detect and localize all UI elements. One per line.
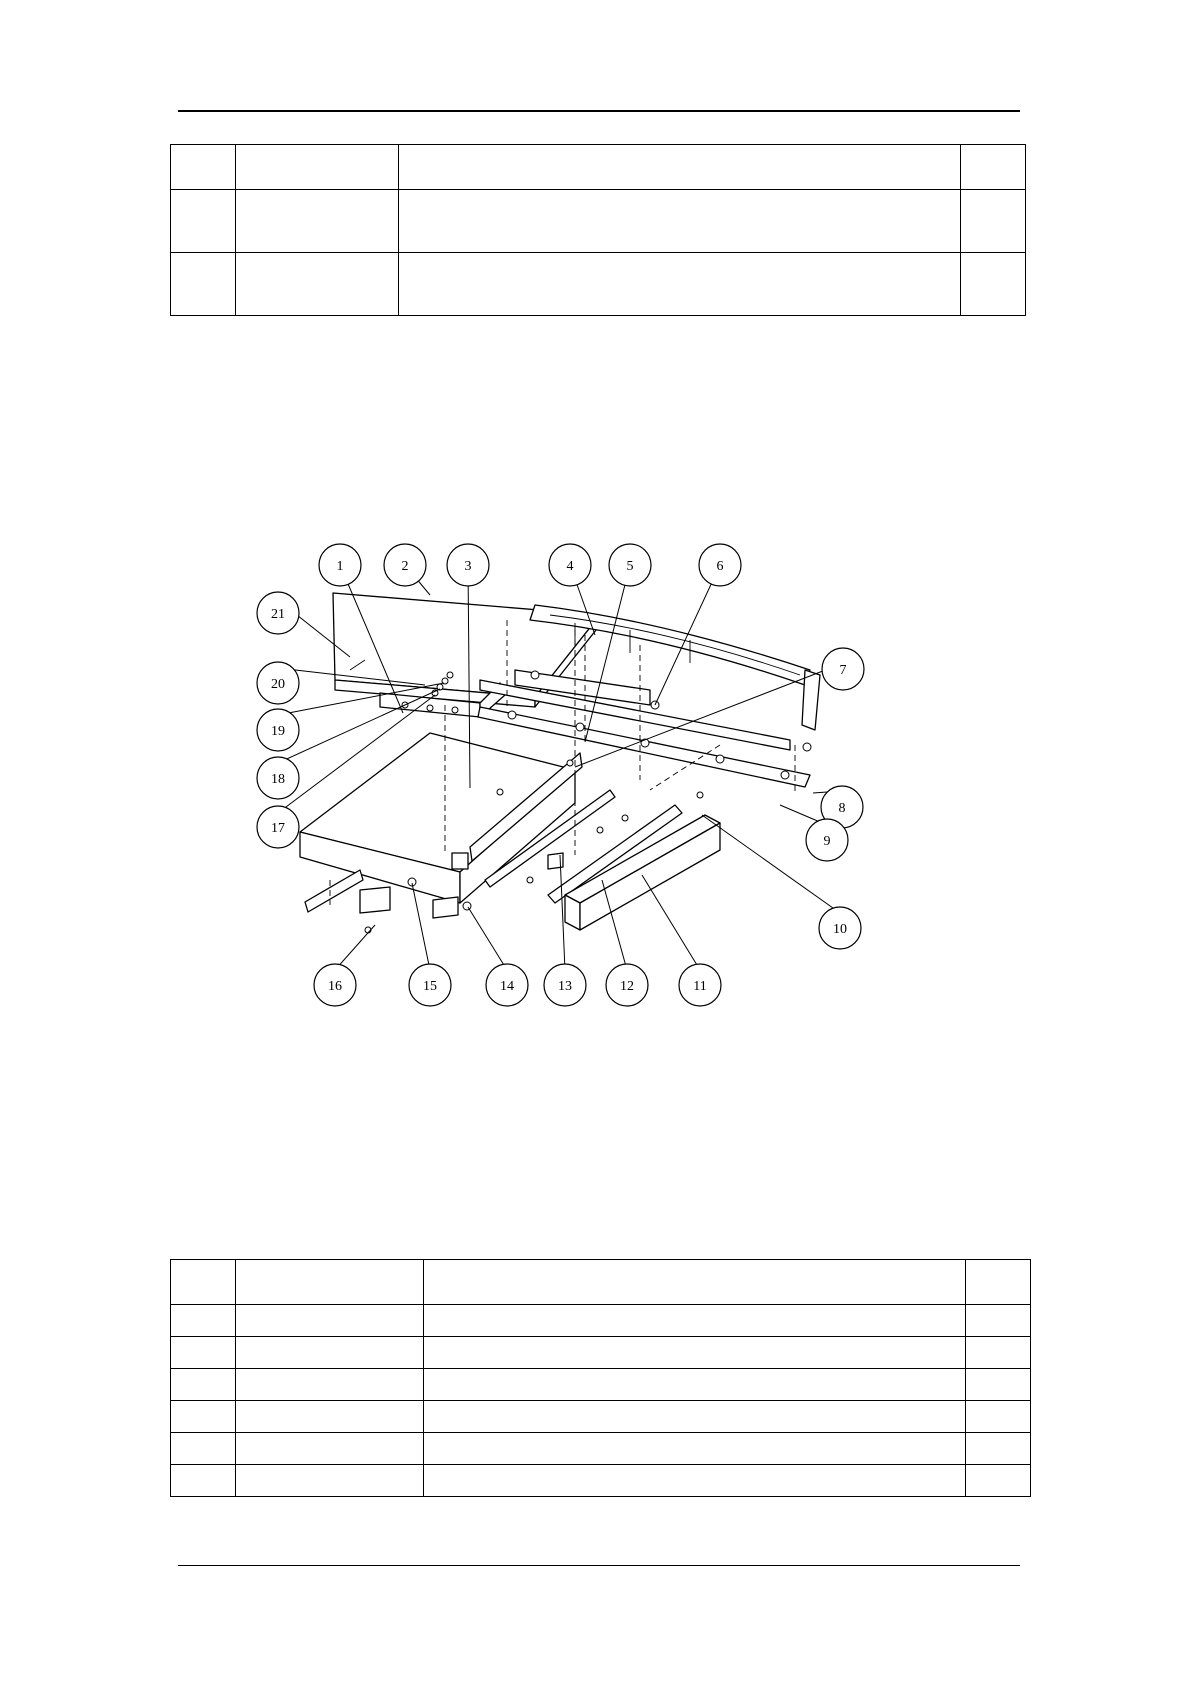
callout-1 xyxy=(319,544,361,586)
table-row xyxy=(171,1337,1031,1369)
callout-17 xyxy=(257,806,299,848)
callout-label: 15 xyxy=(423,979,437,994)
callout-label: 3 xyxy=(464,559,472,574)
table-cell xyxy=(171,190,236,253)
table-cell xyxy=(171,1465,236,1497)
callout-19 xyxy=(257,709,299,751)
table-cell xyxy=(171,1337,236,1369)
callout-14 xyxy=(486,964,528,1006)
table-row xyxy=(171,1305,1031,1337)
callout-label: 2 xyxy=(401,559,409,574)
callout-label: 11 xyxy=(693,979,707,994)
callout-6 xyxy=(699,544,741,586)
main-chassis xyxy=(300,733,582,903)
table-cell xyxy=(171,1305,236,1337)
table-cell xyxy=(424,1401,966,1433)
table-cell xyxy=(424,1337,966,1369)
table-row xyxy=(171,1369,1031,1401)
callout-20 xyxy=(257,662,299,704)
callout-5 xyxy=(609,544,651,586)
table-cell xyxy=(236,1465,424,1497)
callout-10 xyxy=(819,907,861,949)
table-cell xyxy=(236,1337,424,1369)
table-cell xyxy=(424,1433,966,1465)
table-cell xyxy=(399,253,961,316)
table-cell xyxy=(236,190,399,253)
table-cell xyxy=(961,190,1026,253)
table-row xyxy=(171,145,1026,190)
footer-rule xyxy=(178,1565,1020,1566)
table-cell xyxy=(966,1369,1031,1401)
table-cell xyxy=(424,1305,966,1337)
table-cell xyxy=(966,1465,1031,1497)
callout-label: 4 xyxy=(566,559,574,574)
table-cell xyxy=(966,1337,1031,1369)
table-cell xyxy=(171,1369,236,1401)
callout-label: 21 xyxy=(271,607,285,622)
table-cell xyxy=(236,1401,424,1433)
callout-9 xyxy=(806,819,848,861)
callout-label: 5 xyxy=(626,559,634,574)
callout-label: 8 xyxy=(838,801,846,816)
callout-18 xyxy=(257,757,299,799)
table-cell xyxy=(961,253,1026,316)
table-cell xyxy=(171,145,236,190)
table-cell xyxy=(961,145,1026,190)
table-row xyxy=(171,190,1026,253)
upper-slide-bar xyxy=(480,670,790,750)
callout-label: 19 xyxy=(271,724,285,739)
table-cell xyxy=(236,1305,424,1337)
callout-4 xyxy=(549,544,591,586)
table-row xyxy=(171,1401,1031,1433)
callout-label: 10 xyxy=(833,922,847,937)
callout-label: 1 xyxy=(336,559,344,574)
bottom-parts-table xyxy=(170,1259,1031,1497)
table-cell xyxy=(424,1260,966,1305)
callout-15 xyxy=(409,964,451,1006)
callout-label: 20 xyxy=(271,677,285,692)
table-row xyxy=(171,1260,1031,1305)
callout-label: 14 xyxy=(500,979,514,994)
table-cell xyxy=(966,1305,1031,1337)
table-cell xyxy=(171,1433,236,1465)
callout-12 xyxy=(606,964,648,1006)
table-cell xyxy=(236,145,399,190)
top-rail xyxy=(530,605,820,730)
callout-label: 12 xyxy=(620,979,634,994)
callout-21 xyxy=(257,592,299,634)
table-row xyxy=(171,1465,1031,1497)
callout-label: 18 xyxy=(271,772,285,787)
header-rule xyxy=(178,110,1020,112)
callout-13 xyxy=(544,964,586,1006)
callout-16 xyxy=(314,964,356,1006)
table-cell xyxy=(399,145,961,190)
table-cell xyxy=(236,1369,424,1401)
callout-label: 17 xyxy=(271,821,285,836)
callout-3 xyxy=(447,544,489,586)
callout-label: 13 xyxy=(558,979,572,994)
callout-2 xyxy=(384,544,426,586)
exploded-view-diagram xyxy=(230,535,950,1075)
callout-label: 16 xyxy=(328,979,342,994)
table-cell xyxy=(171,1260,236,1305)
table-cell xyxy=(171,253,236,316)
table-cell xyxy=(399,190,961,253)
table-cell xyxy=(424,1369,966,1401)
table-cell xyxy=(236,1433,424,1465)
table-row xyxy=(171,1433,1031,1465)
callout-7 xyxy=(822,648,864,690)
table-cell xyxy=(171,1401,236,1433)
table-cell xyxy=(236,1260,424,1305)
table-cell xyxy=(966,1260,1031,1305)
callout-label: 7 xyxy=(839,663,847,678)
table-cell xyxy=(236,253,399,316)
table-row xyxy=(171,253,1026,316)
table-cell xyxy=(966,1433,1031,1465)
table-cell xyxy=(424,1465,966,1497)
callout-11 xyxy=(679,964,721,1006)
top-parts-table xyxy=(170,144,1026,316)
callout-label: 9 xyxy=(823,834,831,849)
table-cell xyxy=(966,1401,1031,1433)
callout-label: 6 xyxy=(716,559,724,574)
